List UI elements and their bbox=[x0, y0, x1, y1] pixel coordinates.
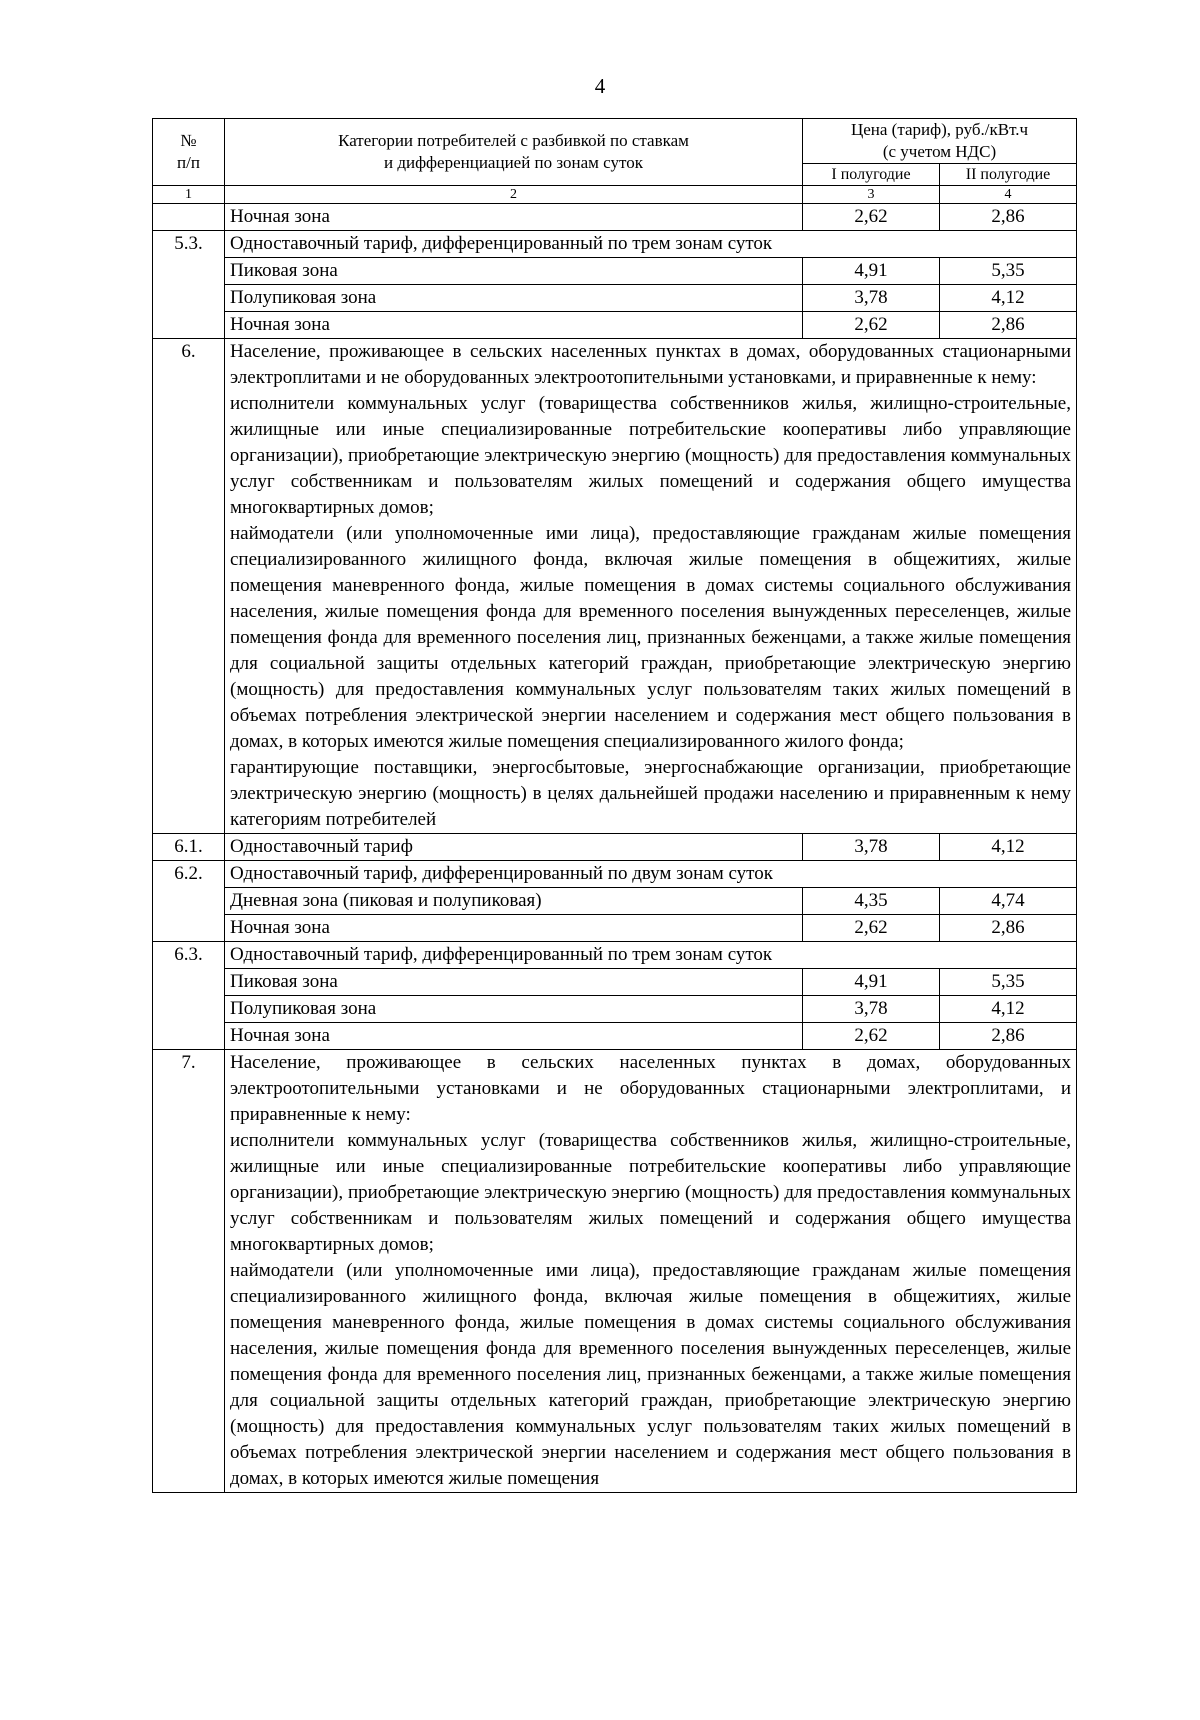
table-row bbox=[153, 915, 1077, 942]
row-number: 6.3. bbox=[153, 942, 225, 1050]
column-number-4: 4 bbox=[940, 186, 1077, 204]
row-label: Пиковая зона bbox=[225, 969, 803, 996]
header-number-label: п/п bbox=[177, 153, 200, 172]
value-half-1: 2,62 bbox=[803, 915, 940, 942]
row-label: Полупиковая зона bbox=[225, 996, 803, 1023]
table-row bbox=[153, 969, 1077, 996]
table-row bbox=[153, 258, 1077, 285]
table-row bbox=[153, 1050, 1077, 1493]
column-numbers-row bbox=[153, 186, 1077, 204]
header-number-symbol: № bbox=[180, 131, 197, 150]
row-number: 5.3. bbox=[153, 231, 225, 339]
row-label: Дневная зона (пиковая и полупиковая) bbox=[225, 888, 803, 915]
description-paragraph-3: наймодатели (или уполномоченные ими лица), предоставляющие гражданам жилые помещения специализированного жилищного фонда, включая жилые помещения в общежитиях, жилые помещения маневренного фонда, жилые помещения в домах системы социального обслуживания населения, жилые помещения фонда для временного поселения вынужденных переселенцев, жилые помещения фонда для временного поселения лиц, признанных беженцами, а также жилые помещения для социальной защиты отдельных категорий граждан, приобретающие электрическую энергию (мощность) для предоставления коммунальных услуг пользователям таких жилых помещений в объемах потребления электрической энергии населением и содержания мест общего пользования в домах, в которых имеются жилые помещения bbox=[230, 1260, 1071, 1489]
value-half-1: 4,91 bbox=[803, 969, 940, 996]
header-category-line-1: Категории потребителей с разбивкой по ставкам bbox=[338, 131, 689, 150]
row-number bbox=[153, 204, 225, 231]
value-half-2: 4,12 bbox=[940, 996, 1077, 1023]
row-label: Ночная зона bbox=[225, 204, 803, 231]
value-half-1: 4,91 bbox=[803, 258, 940, 285]
header-price-cell bbox=[803, 119, 1077, 164]
row-label: Одноставочный тариф bbox=[225, 834, 803, 861]
row-label: Одноставочный тариф, дифференцированный по двум зонам суток bbox=[225, 861, 1077, 888]
row-label: Одноставочный тариф, дифференцированный по трем зонам суток bbox=[225, 231, 1077, 258]
value-half-2: 5,35 bbox=[940, 258, 1077, 285]
description-paragraph-4: гарантирующие поставщики, энергосбытовые, энергоснабжающие организации, приобретающие электрическую энергию (мощность) в целях дальнейшей продажи населению и приравненным к нему категориям потребителей bbox=[230, 757, 1071, 830]
row-number: 6. bbox=[153, 339, 225, 834]
value-half-1: 2,62 bbox=[803, 312, 940, 339]
description-paragraph-2: исполнители коммунальных услуг (товарищества собственников жилья, жилищно-строительные, жилищные или иные специализированные потребительские кооперативы либо управляющие организации), приобретающие электрическую энергию (мощность) для предоставления коммунальных услуг собственникам и пользователям жилых помещений и содержания общего имущества многоквартирных домов; bbox=[230, 393, 1071, 518]
column-number-3: 3 bbox=[803, 186, 940, 204]
tariff-table bbox=[152, 118, 1077, 1493]
table-row bbox=[153, 312, 1077, 339]
row-number: 6.2. bbox=[153, 861, 225, 942]
value-half-2: 2,86 bbox=[940, 915, 1077, 942]
header-category-line-2: и дифференциацией по зонам суток bbox=[384, 153, 643, 172]
header-number-cell bbox=[153, 119, 225, 186]
column-number-2: 2 bbox=[225, 186, 803, 204]
row-number: 7. bbox=[153, 1050, 225, 1493]
table-row bbox=[153, 861, 1077, 888]
column-number-1: 1 bbox=[153, 186, 225, 204]
header-category-cell bbox=[225, 119, 803, 186]
value-half-1: 4,35 bbox=[803, 888, 940, 915]
row-description bbox=[225, 1050, 1077, 1493]
table-row bbox=[153, 285, 1077, 312]
row-number: 6.1. bbox=[153, 834, 225, 861]
value-half-2: 2,86 bbox=[940, 1023, 1077, 1050]
description-paragraph-2: исполнители коммунальных услуг (товарищества собственников жилья, жилищно-строительные, жилищные или иные специализированные потребительские кооперативы либо управляющие организации), приобретающие электрическую энергию (мощность) для предоставления коммунальных услуг собственникам и пользователям жилых помещений и содержания общего имущества многоквартирных домов; bbox=[230, 1130, 1071, 1255]
value-half-1: 3,78 bbox=[803, 834, 940, 861]
table-row bbox=[153, 204, 1077, 231]
value-half-2: 4,12 bbox=[940, 834, 1077, 861]
table-row bbox=[153, 888, 1077, 915]
row-label: Ночная зона bbox=[225, 312, 803, 339]
table-row bbox=[153, 942, 1077, 969]
description-paragraph-3: наймодатели (или уполномоченные ими лица), предоставляющие гражданам жилые помещения специализированного жилищного фонда, включая жилые помещения в общежитиях, жилые помещения маневренного фонда, жилые помещения в домах системы социального обслуживания населения, жилые помещения фонда для временного поселения вынужденных переселенцев, жилые помещения фонда для временного поселения лиц, признанных беженцами, а также жилые помещения для социальной защиты отдельных категорий граждан, приобретающие электрическую энергию (мощность) для предоставления коммунальных услуг пользователям таких жилых помещений в объемах потребления электрической энергии населением и содержания мест общего пользования в домах, в которых имеются жилые помещения специализированного жилого фонда; bbox=[230, 523, 1071, 752]
row-label: Одноставочный тариф, дифференцированный по трем зонам суток bbox=[225, 942, 1077, 969]
value-half-1: 3,78 bbox=[803, 996, 940, 1023]
value-half-2: 2,86 bbox=[940, 312, 1077, 339]
header-price-line-2: (с учетом НДС) bbox=[882, 142, 997, 161]
table-row bbox=[153, 231, 1077, 258]
table-row bbox=[153, 996, 1077, 1023]
row-label: Пиковая зона bbox=[225, 258, 803, 285]
header-half-1: I полугодие bbox=[803, 164, 940, 186]
table-row bbox=[153, 834, 1077, 861]
value-half-1: 2,62 bbox=[803, 204, 940, 231]
page-number: 4 bbox=[594, 74, 606, 98]
table-row bbox=[153, 1023, 1077, 1050]
value-half-1: 3,78 bbox=[803, 285, 940, 312]
header-half-2: II полугодие bbox=[940, 164, 1077, 186]
description-paragraph-1: Население, проживающее в сельских населенных пунктах в домах, оборудованных стационарными электроплитами и не оборудованных электроотопительными установками, и приравненные к нему: bbox=[230, 341, 1071, 388]
value-half-1: 2,62 bbox=[803, 1023, 940, 1050]
header-row bbox=[153, 119, 1077, 164]
value-half-2: 2,86 bbox=[940, 204, 1077, 231]
row-label: Ночная зона bbox=[225, 915, 803, 942]
row-label: Ночная зона bbox=[225, 1023, 803, 1050]
table-row bbox=[153, 339, 1077, 834]
description-paragraph-1: Население, проживающее в сельских населенных пунктах в домах, оборудованных электроотопительными установками и не оборудованных стационарными электроплитами, и приравненные к нему: bbox=[230, 1052, 1071, 1125]
value-half-2: 4,74 bbox=[940, 888, 1077, 915]
value-half-2: 4,12 bbox=[940, 285, 1077, 312]
row-label: Полупиковая зона bbox=[225, 285, 803, 312]
header-price-line-1: Цена (тариф), руб./кВт.ч bbox=[850, 120, 1029, 139]
row-description bbox=[225, 339, 1077, 834]
value-half-2: 5,35 bbox=[940, 969, 1077, 996]
